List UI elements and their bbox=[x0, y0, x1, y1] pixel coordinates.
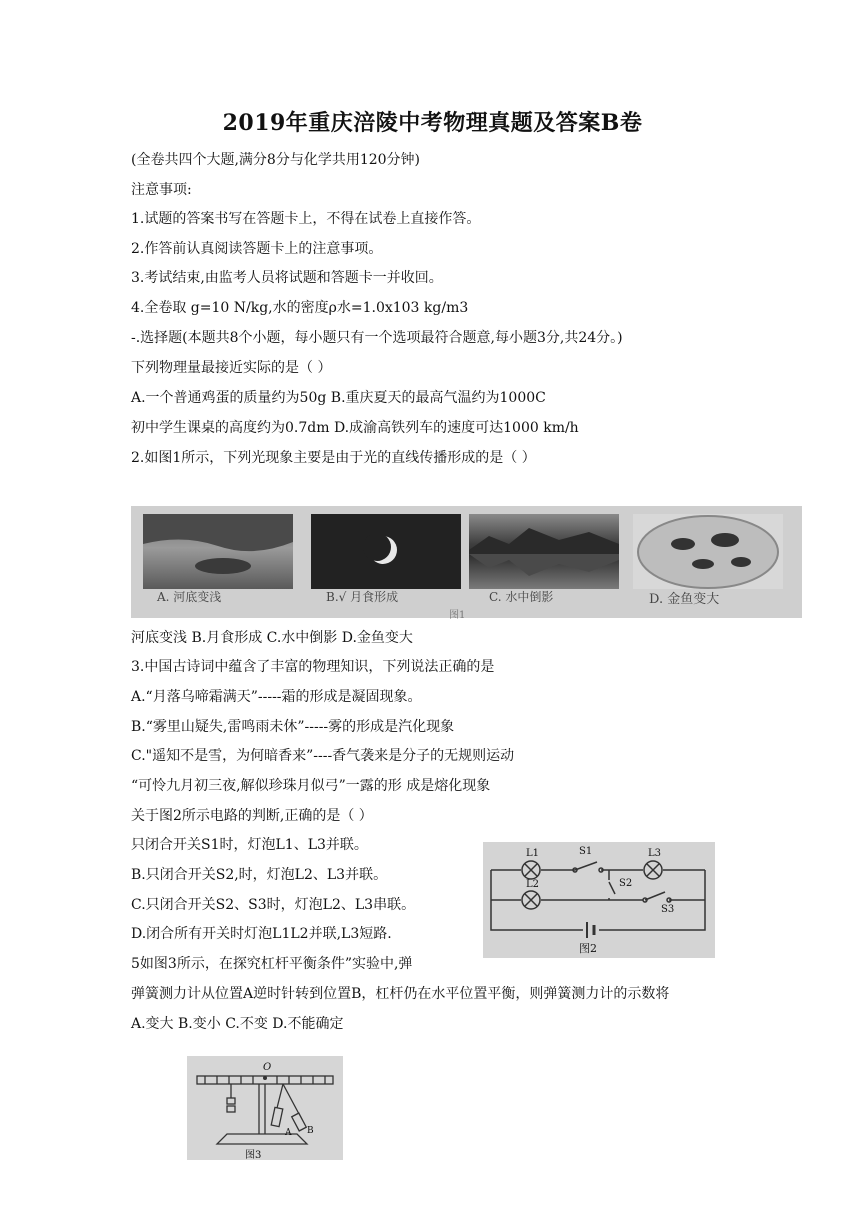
figure-1-caption-b: B.√ 月食形成 bbox=[326, 590, 399, 604]
fishbowl-icon bbox=[633, 514, 783, 589]
notice-item: 1.试题的答案书写在答题卡上，不得在试卷上直接作答。 bbox=[131, 211, 481, 227]
l1-label: L1 bbox=[526, 848, 540, 859]
figure-1-photo-strip bbox=[131, 506, 802, 621]
river-scene-icon bbox=[143, 514, 293, 589]
figure-2-circuit bbox=[483, 842, 715, 958]
page-title: 2019年重庆涪陵中考物理真题及答案B卷 bbox=[222, 110, 643, 136]
l3-label: L3 bbox=[648, 848, 662, 859]
l2-label: L2 bbox=[526, 879, 540, 890]
question-4-option-c: C.只闭合开关S2、S3时，灯泡L2、L3串联。 bbox=[131, 897, 416, 913]
question-2: 2.如图1所示，下列光现象主要是由于光的直线传播形成的是（ ） bbox=[131, 450, 536, 466]
position-b-label: B bbox=[307, 1126, 314, 1136]
question-3-option-c: C."遥知不是雪，为何暗香来”----香气袭来是分子的无规则运动 bbox=[131, 748, 515, 764]
notice-item: 2.作答前认真阅读答题卡上的注意事项。 bbox=[131, 241, 383, 257]
eclipse-photo bbox=[311, 514, 461, 589]
question-5: 5如图3所示，在探究杠杆平衡条件”实验中,弹 bbox=[131, 956, 413, 972]
position-a-label: A bbox=[285, 1128, 292, 1138]
question-5-continued: 弹簧测力计从位置A逆时针转到位置B，杠杆仍在水平位置平衡，则弹簧测力计的示数将 bbox=[131, 986, 670, 1002]
s1-label: S1 bbox=[579, 846, 593, 857]
exam-info: (全卷共四个大题,满分8分与化学共用120分钟) bbox=[131, 152, 421, 168]
river-photo bbox=[143, 514, 293, 589]
notice-heading: 注意事项: bbox=[131, 182, 192, 198]
goldfish-photo bbox=[633, 514, 783, 589]
question-3-option-a: A.“月落乌啼霜满天”-----霜的形成是凝固现象。 bbox=[131, 689, 422, 705]
question-4: 关于图2所示电路的判断,正确的是（ ） bbox=[131, 808, 373, 824]
question-1-options: 初中学生课桌的高度约为0.7dm D.成渝高铁列车的速度可达1000 km/h bbox=[131, 420, 579, 436]
question-1: 下列物理量最接近实际的是（ ） bbox=[131, 360, 332, 376]
section-heading: -.选择题(本题共8个小题，每小题只有一个选项最符合题意,每小题3分,共24分。) bbox=[131, 330, 623, 346]
figure-1-options: 河底变浅 B.月食形成 C.水中倒影 D.金鱼变大 bbox=[131, 630, 413, 646]
figure-2-label: 图2 bbox=[579, 942, 597, 955]
figure-3-label: 图3 bbox=[245, 1150, 262, 1161]
reflection-photo bbox=[469, 514, 619, 589]
figure-3-lever bbox=[187, 1056, 343, 1160]
s3-label: S3 bbox=[661, 904, 675, 915]
question-3-option-d: “可怜九月初三夜,解似珍珠月似弓”一露的形 成是熔化现象 bbox=[131, 778, 491, 794]
s2-label: S2 bbox=[619, 878, 633, 889]
pivot-label: O bbox=[263, 1062, 272, 1073]
figure-1-caption-d: D. 金鱼变大 bbox=[649, 592, 720, 607]
question-4-option-a: 只闭合开关S1时，灯泡L1、L3并联。 bbox=[131, 837, 368, 853]
circuit-diagram-icon bbox=[483, 842, 715, 958]
figure-1-caption-c: C. 水中倒影 bbox=[489, 590, 554, 604]
eclipse-icon bbox=[311, 514, 461, 589]
notice-item: 4.全卷取 g=10 N/kg,水的密度ρ水=1.0x103 kg/m3 bbox=[131, 300, 469, 316]
notice-item: 3.考试结束,由监考人员将试题和答题卡一并收回。 bbox=[131, 270, 443, 286]
figure-1-label: 图1 bbox=[449, 610, 466, 621]
question-5-options: A.变大 B.变小 C.不变 D.不能确定 bbox=[131, 1016, 344, 1032]
question-3-option-b: B.“雾里山疑失,雷鸣雨未休”-----雾的形成是汽化现象 bbox=[131, 719, 455, 735]
trees-reflection-icon bbox=[469, 514, 619, 589]
question-4-option-b: B.只闭合开关S2,时，灯泡L2、L3并联。 bbox=[131, 867, 388, 883]
question-3: 3.中国古诗词中蕴含了丰富的物理知识，下列说法正确的是 bbox=[131, 659, 495, 675]
question-4-option-d: D.闭合所有开关时灯泡L1L2并联,L3短路. bbox=[131, 926, 392, 942]
question-1-options: A.一个普通鸡蛋的质量约为50g B.重庆夏天的最高气温约为1000C bbox=[131, 390, 546, 406]
figure-1-caption-a: A. 河底变浅 bbox=[157, 590, 222, 604]
